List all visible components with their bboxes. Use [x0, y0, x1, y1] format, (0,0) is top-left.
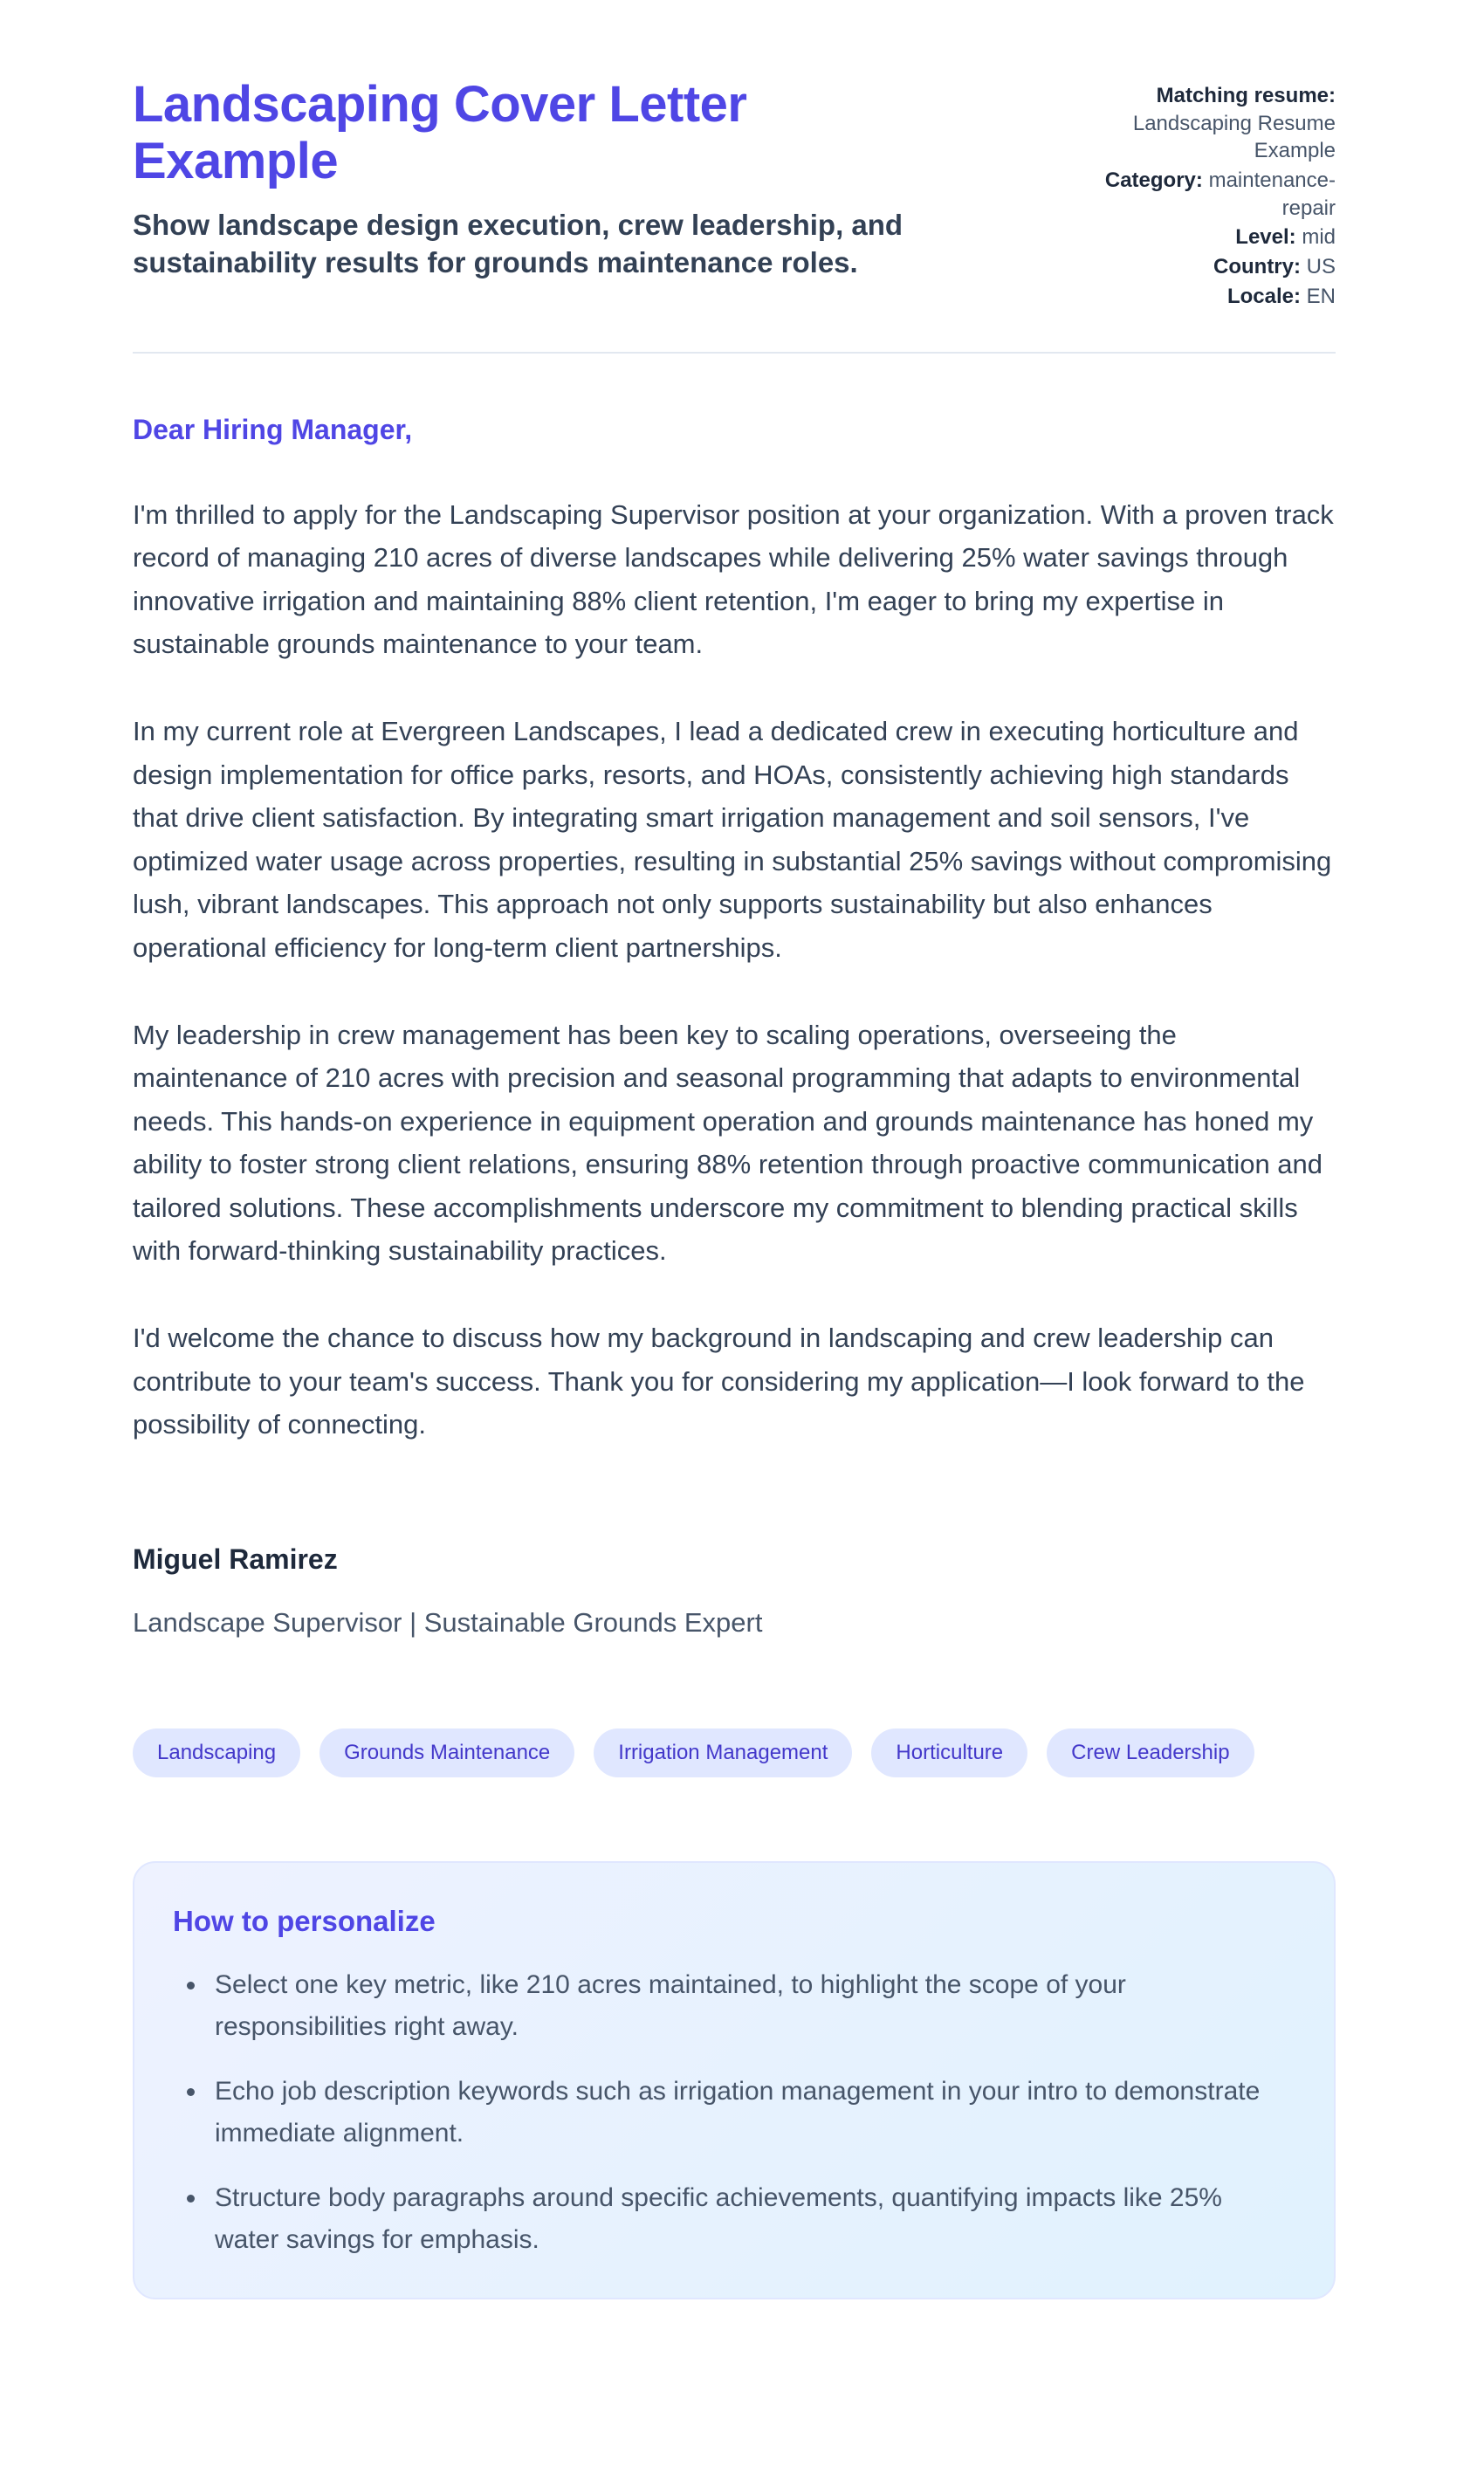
meta-level	[1089, 223, 1336, 251]
letter-paragraph: My leadership in crew management has been key to scaling operations, overseeing the maintenance of 210 acres with precision and seasonal programming that adapts to environmental needs. This hands-on experience in equipment operation and grounds maintenance has honed my ability to foster strong client relations, ensuring 88% retention through proactive communication and tailored solutions. These accomplishments underscore my commitment to blending practical skills with forward-thinking sustainability practices.	[133, 1019, 1323, 1267]
meta-value: US	[1306, 255, 1336, 279]
tag-landscaping: Landscaping	[133, 1728, 300, 1777]
signature-name: Miguel Ramirez	[133, 1543, 338, 1575]
tag-grounds-maintenance: Grounds Maintenance	[319, 1728, 574, 1777]
personalize-card	[133, 1861, 1336, 2299]
cover-letter-body	[133, 408, 1336, 1644]
tag-list	[133, 1728, 1336, 1777]
letter-paragraph: I'm thrilled to apply for the Landscaping Supervisor position at your organization. With a proven track record of managing 210 acres of diverse landscapes while delivering 25% water savings through innovative irrigation and maintaining 88% client retention, I'm eager to bring my expertise in sustainable grounds maintenance to your team.	[133, 498, 1334, 660]
meta-locale	[1089, 283, 1336, 311]
header-divider	[133, 352, 1336, 354]
page-header	[133, 77, 1336, 312]
meta-label: Category:	[1104, 168, 1203, 193]
personalize-tip: • Structure body paragraphs around specific achievements, quantifying impacts like 25% water savings for emphasis.	[208, 2177, 1285, 2261]
letter-paragraph: In my current role at Evergreen Landscapes, I lead a dedicated crew in executing horticulture and design implementation for office parks, resorts, and HOAs, consistently achieving high standards that drive client satisfaction. By integrating smart irrigation management and soil sensors, I've optimized water usage across properties, resulting in substantial 25% savings without compromising lush, vibrant landscapes. This approach not only supports sustainability but also enhances operational efficiency for long-term client partnerships.	[133, 715, 1332, 963]
meta-value: mid	[1302, 225, 1336, 250]
meta-value: maintenance-repair	[1208, 168, 1336, 220]
meta-country	[1089, 253, 1336, 281]
tag-horticulture: Horticulture	[871, 1728, 1027, 1777]
meta-value: EN	[1306, 284, 1336, 308]
meta-matching-resume	[1089, 82, 1336, 165]
letter-paragraph: I'd welcome the chance to discuss how my background in landscaping and crew leadership can contribute to your team's success. Thank you for considering my application—I look forward to the possibility of connecting.	[133, 1323, 1305, 1440]
personalize-tip: • Select one key metric, like 210 acres maintained, to highlight the scope of your responsibilities right away.	[208, 1964, 1285, 2048]
page-subtitle: Show landscape design execution, crew leadership, and sustainability results for grounds maintenance roles.	[133, 208, 903, 279]
tag-crew-leadership: Crew Leadership	[1047, 1728, 1254, 1777]
meta-category	[1089, 167, 1336, 222]
meta-label: Country:	[1213, 255, 1301, 279]
personalize-title: How to personalize	[173, 1904, 436, 1937]
meta-label: Matching resume:	[1156, 84, 1336, 107]
meta-value: Landscaping Resume Example	[1132, 111, 1336, 163]
tag-irrigation-management: Irrigation Management	[594, 1728, 852, 1777]
signature-title: Landscape Supervisor | Sustainable Grounds Expert	[133, 1607, 763, 1639]
personalize-tip-list	[173, 1964, 1285, 2261]
personalize-tip: • Echo job description keywords such as irrigation management in your intro to demonstrate immediate alignment.	[208, 2071, 1285, 2155]
meta-label: Locale:	[1226, 284, 1301, 308]
page-title: Landscaping Cover Letter Example	[133, 76, 747, 189]
resume-meta	[1089, 77, 1336, 312]
header-title-block	[133, 77, 936, 282]
letter-greeting: Dear Hiring Manager,	[133, 414, 413, 446]
meta-label: Level:	[1235, 225, 1296, 250]
